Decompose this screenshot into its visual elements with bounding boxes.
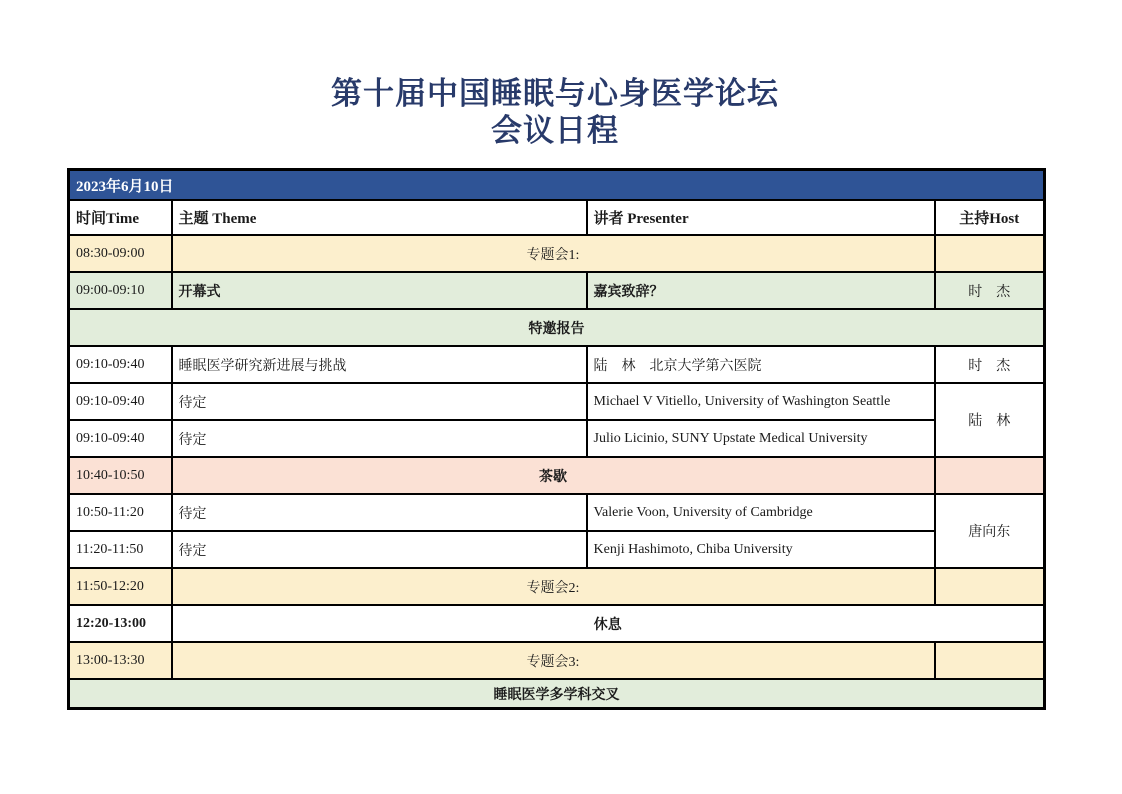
table-row (69, 235, 1045, 272)
cell-host (935, 568, 1045, 605)
cell-theme: 待定 (172, 383, 587, 420)
cell-host: 时 杰 (935, 346, 1045, 383)
table-row (69, 642, 1045, 679)
table-row (69, 494, 1045, 531)
cell-host: 陆 林 (935, 383, 1045, 457)
page-subtitle: 会议日程 (491, 113, 619, 149)
cell-section-title: 特邀报告 (69, 309, 1045, 346)
cell-session-title: 专题会3: (172, 642, 935, 679)
column-header-row (69, 200, 1045, 235)
cell-theme: 待定 (172, 494, 587, 531)
cell-theme: 待定 (172, 420, 587, 457)
cell-presenter: Michael V Vitiello, University of Washington Seattle (587, 383, 935, 420)
cell-presenter: 陆 林 北京大学第六医院 (587, 346, 935, 383)
cell-presenter: 嘉宾致辞？ (587, 272, 935, 309)
cell-time: 08:30-09:00 (69, 235, 172, 272)
cell-host: 唐向东 (935, 494, 1045, 568)
table-row (69, 531, 1045, 568)
cell-theme: 待定 (172, 531, 587, 568)
cell-time: 10:40-10:50 (69, 457, 172, 494)
cell-time: 09:10-09:40 (69, 383, 172, 420)
cell-time: 11:50-12:20 (69, 568, 172, 605)
date-banner-row (69, 170, 1045, 201)
cell-break-title: 茶歇 (172, 457, 935, 494)
cell-host (935, 235, 1045, 272)
table-row (69, 679, 1045, 709)
cell-session-title: 专题会1: (172, 235, 935, 272)
table-row (69, 309, 1045, 346)
cell-time: 12:20-13:00 (69, 605, 172, 642)
cell-theme: 睡眠医学研究新进展与挑战 (172, 346, 587, 383)
column-header-presenter: 讲者 Presenter (587, 200, 935, 235)
table-row (69, 568, 1045, 605)
column-header-host: 主持Host (935, 200, 1045, 235)
cell-presenter: Kenji Hashimoto, Chiba University (587, 531, 935, 568)
date-banner: 2023年6月10日 (69, 170, 1045, 201)
cell-theme: 开幕式 (172, 272, 587, 309)
column-header-time: 时间Time (69, 200, 172, 235)
cell-time: 10:50-11:20 (69, 494, 172, 531)
table-row (69, 457, 1045, 494)
cell-session-title: 专题会2: (172, 568, 935, 605)
cell-time: 13:00-13:30 (69, 642, 172, 679)
cell-time: 09:10-09:40 (69, 420, 172, 457)
schedule-table (67, 168, 1046, 710)
cell-presenter: Julio Licinio, SUNY Upstate Medical University (587, 420, 935, 457)
cell-break-title: 休息 (172, 605, 1045, 642)
cell-host (935, 457, 1045, 494)
table-row (69, 346, 1045, 383)
cell-section-title: 睡眠医学多学科交叉 (69, 679, 1045, 709)
table-row (69, 605, 1045, 642)
page-title: 第十届中国睡眠与心身医学论坛 (331, 76, 779, 112)
table-row (69, 383, 1045, 420)
title-block (67, 76, 1043, 150)
cell-host (935, 642, 1045, 679)
column-header-theme: 主题 Theme (172, 200, 587, 235)
table-row (69, 272, 1045, 309)
cell-host: 时 杰 (935, 272, 1045, 309)
cell-time: 09:10-09:40 (69, 346, 172, 383)
table-row (69, 420, 1045, 457)
cell-time: 11:20-11:50 (69, 531, 172, 568)
cell-time: 09:00-09:10 (69, 272, 172, 309)
cell-presenter: Valerie Voon, University of Cambridge (587, 494, 935, 531)
